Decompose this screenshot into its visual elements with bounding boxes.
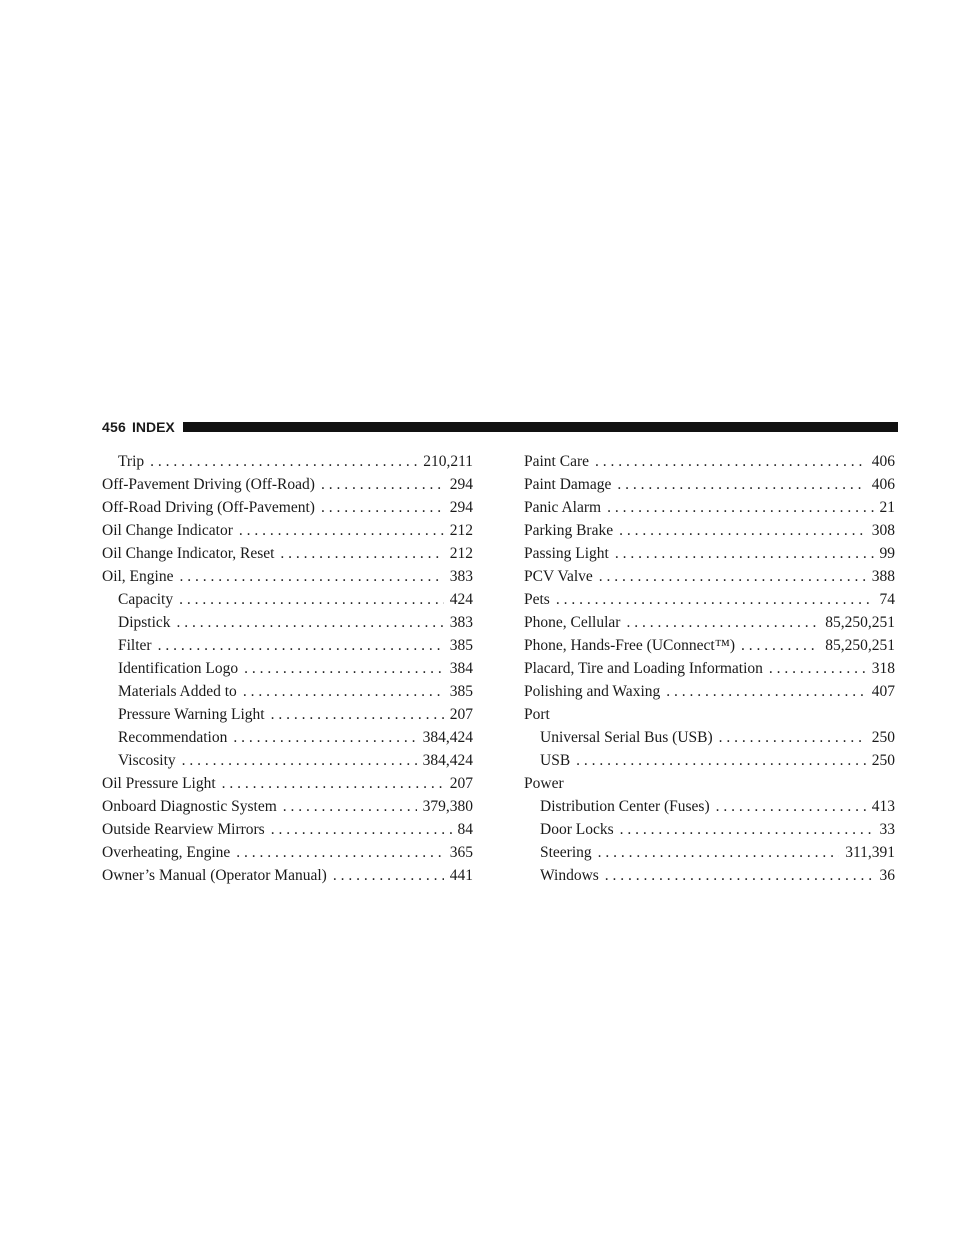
index-entry: [102, 772, 473, 795]
header-rule: [183, 422, 898, 432]
index-entry: [524, 749, 895, 772]
dot-leader: [620, 818, 874, 841]
index-entry: [102, 657, 473, 680]
index-entry: [524, 634, 895, 657]
index-entry: [524, 841, 895, 864]
index-entry-pages: 21: [879, 499, 895, 516]
index-entry-pages: 311,391: [845, 844, 895, 861]
dot-leader: [595, 450, 866, 473]
index-entry-label: Pets: [524, 591, 550, 608]
dot-leader: [177, 611, 444, 634]
index-entry-pages: 379,380: [422, 798, 473, 815]
index-entry: [524, 818, 895, 841]
index-entry: [102, 680, 473, 703]
index-entry-label: Steering: [540, 844, 592, 861]
index-entry-pages: 250: [871, 752, 895, 769]
index-entry-pages: 365: [449, 844, 473, 861]
index-entry-pages: 384,424: [422, 729, 473, 746]
index-entry-label: Pressure Warning Light: [118, 706, 265, 723]
index-entry-label: Trip: [118, 453, 145, 470]
index-entry: [102, 841, 473, 864]
index-entry: [524, 588, 895, 611]
dot-leader: [607, 496, 873, 519]
index-entry-pages: 388: [871, 568, 895, 585]
index-entry: [524, 864, 895, 887]
dot-leader: [280, 542, 443, 565]
index-entry-label: Paint Care: [524, 453, 589, 470]
index-column-right: [524, 450, 895, 887]
index-entry-pages: 294: [449, 476, 473, 493]
index-entry: [102, 795, 473, 818]
index-entry-label: Off-Pavement Driving (Off-Road): [102, 476, 315, 493]
index-entry: [102, 864, 473, 887]
index-entry: [102, 473, 473, 496]
dot-leader: [333, 864, 444, 887]
dot-leader: [182, 749, 417, 772]
index-entry-label: Polishing and Waxing: [524, 683, 661, 700]
index-entry-pages: 85,250,251: [825, 614, 895, 631]
dot-leader: [769, 657, 866, 680]
index-entry: [102, 749, 473, 772]
index-entry-pages: 384,424: [422, 752, 473, 769]
index-entry-label: Windows: [540, 867, 599, 884]
index-entry-pages: 207: [449, 706, 473, 723]
index-entry: [524, 726, 895, 749]
index-entry-label: Identification Logo: [118, 660, 239, 677]
index-entry-pages: 84: [457, 821, 473, 838]
index-entry: [102, 519, 473, 542]
index-entry-pages: 212: [449, 522, 473, 539]
dot-leader: [741, 634, 819, 657]
index-entry-label: Capacity: [118, 591, 174, 608]
index-entry-pages: 99: [879, 545, 895, 562]
index-entry-pages: 424: [449, 591, 473, 608]
index-entry-label: Oil Pressure Light: [102, 775, 216, 792]
index-entry-label: Oil, Engine: [102, 568, 174, 585]
index-entry-label: Onboard Diagnostic System: [102, 798, 277, 815]
index-entry: [102, 450, 473, 473]
index-entry-pages: 210,211: [423, 453, 473, 470]
index-entry-label: Recommendation: [118, 729, 228, 746]
index-entry-label: Passing Light: [524, 545, 609, 562]
dot-leader: [158, 634, 444, 657]
index-entry-label: Phone, Cellular: [524, 614, 621, 631]
dot-leader: [321, 473, 444, 496]
dot-leader: [321, 496, 444, 519]
dot-leader: [233, 726, 416, 749]
index-entry: [524, 795, 895, 818]
index-entry: [524, 496, 895, 519]
dot-leader: [719, 726, 866, 749]
index-entry-label: Viscosity: [118, 752, 176, 769]
index-entry-label: Paint Damage: [524, 476, 612, 493]
index-entry: [102, 611, 473, 634]
index-entry-pages: 383: [449, 614, 473, 631]
index-entry: [102, 565, 473, 588]
index-entry: [102, 588, 473, 611]
index-entry-label: Universal Serial Bus (USB): [540, 729, 713, 746]
dot-leader: [617, 473, 865, 496]
index-entry-label: Placard, Tire and Loading Information: [524, 660, 763, 677]
index-entry-pages: 212: [449, 545, 473, 562]
index-entry-label: Outside Rearview Mirrors: [102, 821, 265, 838]
section-title: INDEX: [131, 419, 175, 435]
index-entry-label: Panic Alarm: [524, 499, 602, 516]
dot-leader: [150, 450, 417, 473]
dot-leader: [179, 588, 444, 611]
index-entry-pages: 308: [871, 522, 895, 539]
index-entry-label: Materials Added to: [118, 683, 237, 700]
index-entry-pages: 207: [449, 775, 473, 792]
dot-leader: [179, 565, 443, 588]
dot-leader: [244, 657, 444, 680]
index-entry: [524, 703, 895, 726]
index-entry-pages: 74: [879, 591, 895, 608]
index-entry-label: Door Locks: [540, 821, 614, 838]
index-entry-pages: 385: [449, 683, 473, 700]
index-entry: [524, 565, 895, 588]
index-entry: [524, 519, 895, 542]
index-entry-pages: 384: [449, 660, 473, 677]
index-entry: [102, 542, 473, 565]
index-entry-pages: 36: [879, 867, 895, 884]
index-entry: [102, 496, 473, 519]
index-entry-label: Filter: [118, 637, 152, 654]
dot-leader: [626, 611, 819, 634]
index-entry-label: Power: [524, 775, 564, 792]
index-entry-pages: 441: [449, 867, 473, 884]
dot-leader: [599, 565, 866, 588]
dot-leader: [666, 680, 866, 703]
index-entry-pages: 385: [449, 637, 473, 654]
index-entry: [524, 680, 895, 703]
dot-leader: [283, 795, 417, 818]
index-entry-label: USB: [540, 752, 571, 769]
dot-leader: [619, 519, 866, 542]
index-entry: [524, 450, 895, 473]
index-entry-pages: 250: [871, 729, 895, 746]
index-entry-label: Parking Brake: [524, 522, 614, 539]
index-entry-label: Owner’s Manual (Operator Manual): [102, 867, 327, 884]
index-entry-pages: 406: [871, 453, 895, 470]
dot-leader: [605, 864, 874, 887]
dot-leader: [716, 795, 866, 818]
index-entry-label: Port: [524, 706, 550, 723]
dot-leader: [222, 772, 444, 795]
index-entry-label: Phone, Hands-Free (UConnect™): [524, 637, 736, 654]
dot-leader: [598, 841, 840, 864]
dot-leader: [239, 519, 444, 542]
index-entry-pages: 33: [879, 821, 895, 838]
index-entry: [524, 542, 895, 565]
page-number: 456: [102, 419, 126, 435]
index-entry-label: Distribution Center (Fuses): [540, 798, 710, 815]
index-entry-label: PCV Valve: [524, 568, 593, 585]
index-entry-label: Oil Change Indicator, Reset: [102, 545, 275, 562]
index-entry: [524, 473, 895, 496]
index-entry-pages: 318: [871, 660, 895, 677]
index-entry: [102, 703, 473, 726]
index-entry: [524, 657, 895, 680]
dot-leader: [271, 703, 444, 726]
index-entry: [524, 772, 895, 795]
dot-leader: [271, 818, 452, 841]
dot-leader: [236, 841, 443, 864]
index-entry-label: Oil Change Indicator: [102, 522, 233, 539]
dot-leader: [576, 749, 866, 772]
dot-leader: [556, 588, 874, 611]
index-entry: [102, 818, 473, 841]
index-entry: [524, 611, 895, 634]
index-entry-pages: 407: [871, 683, 895, 700]
index-entry-pages: 383: [449, 568, 473, 585]
index-entry-pages: 294: [449, 499, 473, 516]
index-entry: [102, 726, 473, 749]
index-column-left: [102, 450, 473, 887]
page-header: [102, 416, 898, 438]
index-entry-pages: 85,250,251: [825, 637, 895, 654]
index-entry-label: Dipstick: [118, 614, 171, 631]
index-entry: [102, 634, 473, 657]
index-entry-label: Overheating, Engine: [102, 844, 231, 861]
index-entry-pages: 406: [871, 476, 895, 493]
dot-leader: [615, 542, 874, 565]
dot-leader: [243, 680, 444, 703]
index-entry-pages: 413: [871, 798, 895, 815]
index-entry-label: Off-Road Driving (Off-Pavement): [102, 499, 315, 516]
